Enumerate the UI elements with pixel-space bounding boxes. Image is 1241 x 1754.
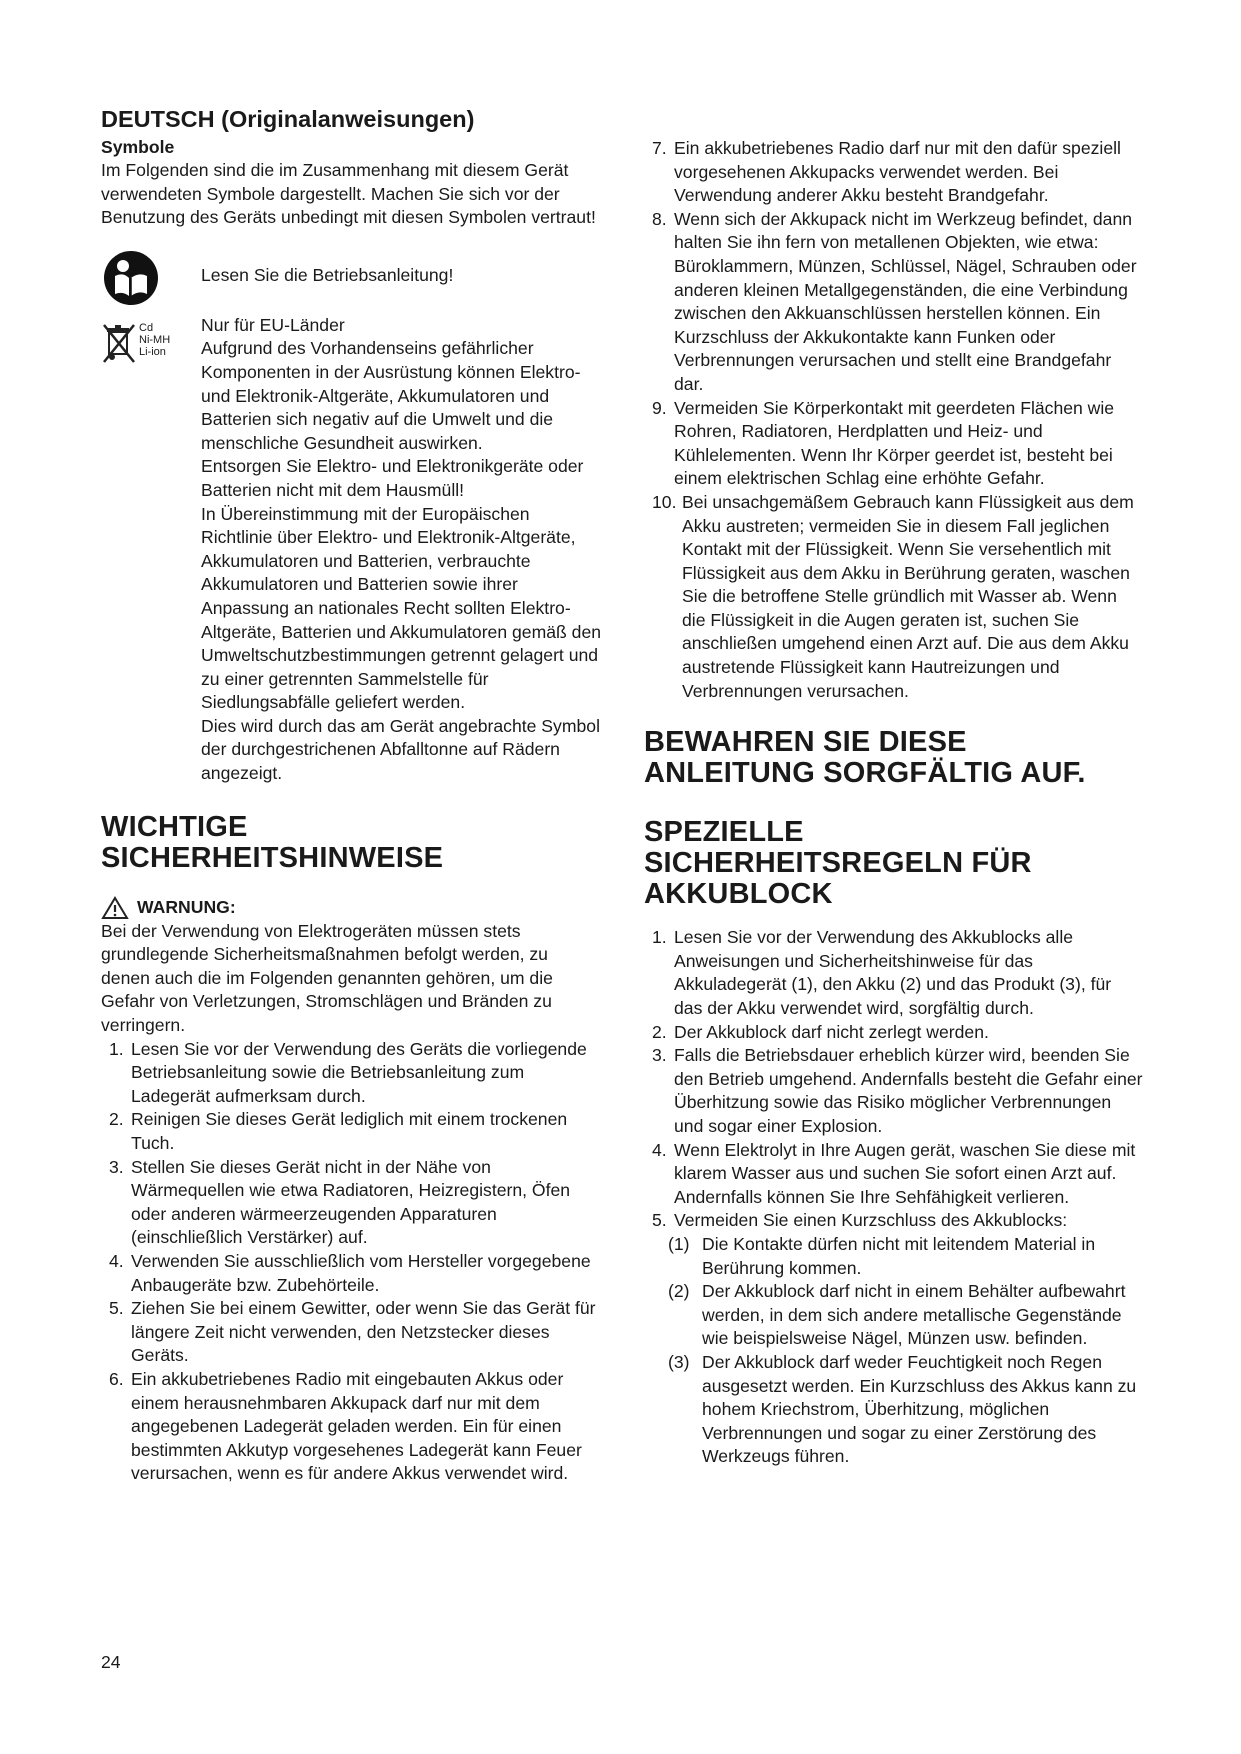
sub-list-item: (1) Die Kontakte dürfen nicht mit leitendem Material in Berührung kommen. [668,1233,1096,1278]
symbols-heading: Symbole [101,137,175,157]
list-item: 1. Lesen Sie vor der Verwendung des Akkublocks alle Anweisungen und Sicherheitshinweise für das Akkuladegerät (1), den Akku (2) und das Produkt (3), für das der Akku verwendet wird, sorgfältig durch. [652,927,1112,1019]
keep-heading-line: BEWAHREN SIE DIESE [644,726,967,759]
list-item: 2. Reinigen Sie dieses Gerät lediglich mit einem trockenen Tuch. [109,1109,568,1153]
special-heading-line: SPEZIELLE [644,816,804,849]
bin-paragraph: Dies wird durch das am Gerät angebrachte Symbol der durchgestrichenen Abfalltonne auf Rädern angezeigt. [201,715,600,784]
bin-paragraph: Nur für EU-Länder [201,314,345,335]
list-item: 4. Verwenden Sie ausschließlich vom Hersteller vorgegebene Anbaugeräte bzw. Zubehörteile. [109,1250,591,1295]
battery-label-liion: Li-ion [139,345,166,358]
list-item: 2. Der Akkublock darf nicht zerlegt werden. [652,1021,989,1042]
read-manual-icon [101,248,201,304]
warning-triangle-icon [101,896,129,920]
crossed-out-bin-icon [101,314,201,786]
bin-paragraph: Entsorgen Sie Elektro- und Elektronikgeräte oder Batterien nicht mit dem Hausmüll! [201,456,584,500]
warning-label: WARNUNG: [137,896,236,917]
list-item: 7. Ein akkubetriebenes Radio darf nur mit den dafür speziell vorgesehenen Akkupacks verwendet werden. Bei Verwendung anderer Akku besteht Brandgefahr. [652,138,1121,206]
warning-label-row [101,896,601,920]
battery-label-cd: Cd [139,321,154,334]
list-item: 9. Vermeiden Sie Körperkontakt mit geerdeten Flächen wie Rohren, Radiatoren, Herdplatten und Heiz- und Kühlelementen. Wenn Ihr Körper geerdet ist, besteht bei einem elektrischen Schlag eine erhöhte Gefahr. [652,397,1115,489]
symbol-manual-row [101,248,601,304]
safety-list-right [644,137,1144,703]
list-item: 3. Falls die Betriebsdauer erheblich kürzer wird, beenden Sie den Betrieb umgehend. Andernfalls besteht die Gefahr einer Überhitzung sowie das Risiko möglicher Verbrennungen und sogar einer Explosion. [652,1045,1143,1136]
safety-heading-line: SICHERHEITSHINWEISE [101,841,444,874]
keep-heading-line: ANLEITUNG SORGFÄLTIG AUF. [644,757,1086,790]
left-column [101,104,601,1486]
bin-paragraph: Aufgrund des Vorhandenseins gefährlicher Komponenten in der Ausrüstung können Elektro- und Elektronik-Altgeräte, Akkumulatoren und Batterien sich negativ auf die Umwelt und die menschliche Gesundheit auswirken. [201,338,581,453]
battery-type-labels [139,322,170,364]
symbol-bin-row [101,314,601,786]
keep-instructions-heading [644,727,1144,789]
safety-heading [101,812,601,874]
document-title: DEUTSCH (Originalanweisungen) [101,106,475,132]
short-circuit-sublist [644,1233,1144,1469]
bin-paragraph: In Übereinstimmung mit der Europäischen Richtlinie über Elektro- und Elektronik-Altgeräte, Akkumulatoren und Batterien, verbrauchte Akkumulatoren und Batterien sowie ihrer Anpassung an nationales Recht sollten Elektro-Altgeräte, Batterien und Akkumulatoren gemäß den Umweltschutzbestimmungen getrennt gelagert und zu einer getrennten Sammelstelle für Siedlungsabfälle geliefert werden. [201,503,602,713]
sub-list-item: (3) Der Akkublock darf weder Feuchtigkeit noch Regen ausgesetzt werden. Ein Kurzschluss des Akkus kann zu hohem Kriechstrom, Überhitzung, möglichen Verbrennungen und sogar zu einer Zerstörung des Werkzeugs führen. [668,1351,1137,1467]
symbol-manual-text: Lesen Sie die Betriebsanleitung! [201,264,454,285]
list-item: 5. Ziehen Sie bei einem Gewitter, oder wenn Sie das Gerät für längere Zeit nicht verwenden, den Netzstecker dieses Geräts. [109,1298,596,1366]
symbol-bin-text [201,314,601,786]
list-item: 3. Stellen Sie dieses Gerät nicht in der Nähe von Wärmequellen wie etwa Radiatoren, Heizregistern, Öfen oder anderen wärmeerzeugenden Apparaturen (einschließlich Verstärker) auf. [109,1156,571,1248]
list-item: 5. Vermeiden Sie einen Kurzschluss des Akkublocks: [652,1210,1068,1231]
list-item: 1. Lesen Sie vor der Verwendung des Geräts die vorliegende Betriebsanleitung sowie die Betriebsanleitung zum Ladegerät aufmerksam durch. [109,1038,587,1106]
list-item: 6. Ein akkubetriebenes Radio mit eingebauten Akkus oder einem herausnehmbaren Akkupack darf nur mit dem angegebenen Ladegerät geladen werden. Ein für einen bestimmten Akkutyp vorgesehenes Ladegerät kann Feuer verursachen, wenn es für andere Akkus verwendet wird. [109,1368,582,1484]
special-heading-line: SICHERHEITSREGELN FÜR [644,847,1032,880]
symbols-intro: Im Folgenden sind die im Zusammenhang mit diesem Gerät verwendeten Symbole dargestellt. Machen Sie sich vor der Benutzung des Geräts unbedingt mit diesen Symbolen vertraut! [101,160,596,228]
list-item: 4. Wenn Elektrolyt in Ihre Augen gerät, waschen Sie diese mit klarem Wasser aus und suchen Sie sofort einen Arzt auf. Andernfalls können Sie Ihre Sehfähigkeit verlieren. [652,1139,1136,1207]
special-rules-heading [644,817,1144,910]
warning-intro: Bei der Verwendung von Elektrogeräten müssen stets grundlegende Sicherheitsmaßnahmen befolgt werden, zu denen auch die im Folgenden genannten gehören, um die Gefahr von Verletzungen, Stromschlägen und Bränden zu verringern. [101,920,553,1036]
list-item: 8. Wenn sich der Akkupack nicht im Werkzeug befindet, dann halten Sie ihn fern von metallenen Objekten, wie etwa: Büroklammern, Münzen, Schlüssel, Nägel, Schrauben oder anderen kleinen Metallgegenständen, die eine Verbindung zwischen den Akkuanschlüssen herstellen können. Ein Kurzschluss der Akkukontakte kann Funken oder Verbrennungen verursachen und stellt eine Brandgefahr dar. [652,208,1137,394]
list-item: 10. Bei unsachgemäßem Gebrauch kann Flüssigkeit aus dem Akku austreten; vermeiden Sie in diesem Fall jeglichen Kontakt mit der Flüssigkeit. Wenn Sie versehentlich mit Flüssigkeit aus dem Akku in Berührung geraten, waschen Sie die betroffene Stelle gründlich mit Wasser ab. Wenn die Flüssigkeit in die Augen geraten ist, suchen Sie anschließen umgehend einen Arzt auf. Die aus dem Akku austretende Flüssigkeit kann Hautreizungen und Verbrennungen verursachen. [652,491,1134,701]
right-column [644,137,1144,1469]
safety-list-left [101,1038,601,1486]
page-number: 24 [101,1652,121,1672]
battery-label-nimh: Ni-MH [139,333,171,346]
sub-list-item: (2) Der Akkublock darf nicht in einem Behälter aufbewahrt werden, in dem sich andere metallische Gegenstände wie beispielsweise Nägel, Münzen usw. befinden. [668,1281,1126,1349]
safety-heading-line: WICHTIGE [101,810,248,843]
special-heading-line: AKKUBLOCK [644,878,833,911]
battery-list [644,926,1144,1233]
